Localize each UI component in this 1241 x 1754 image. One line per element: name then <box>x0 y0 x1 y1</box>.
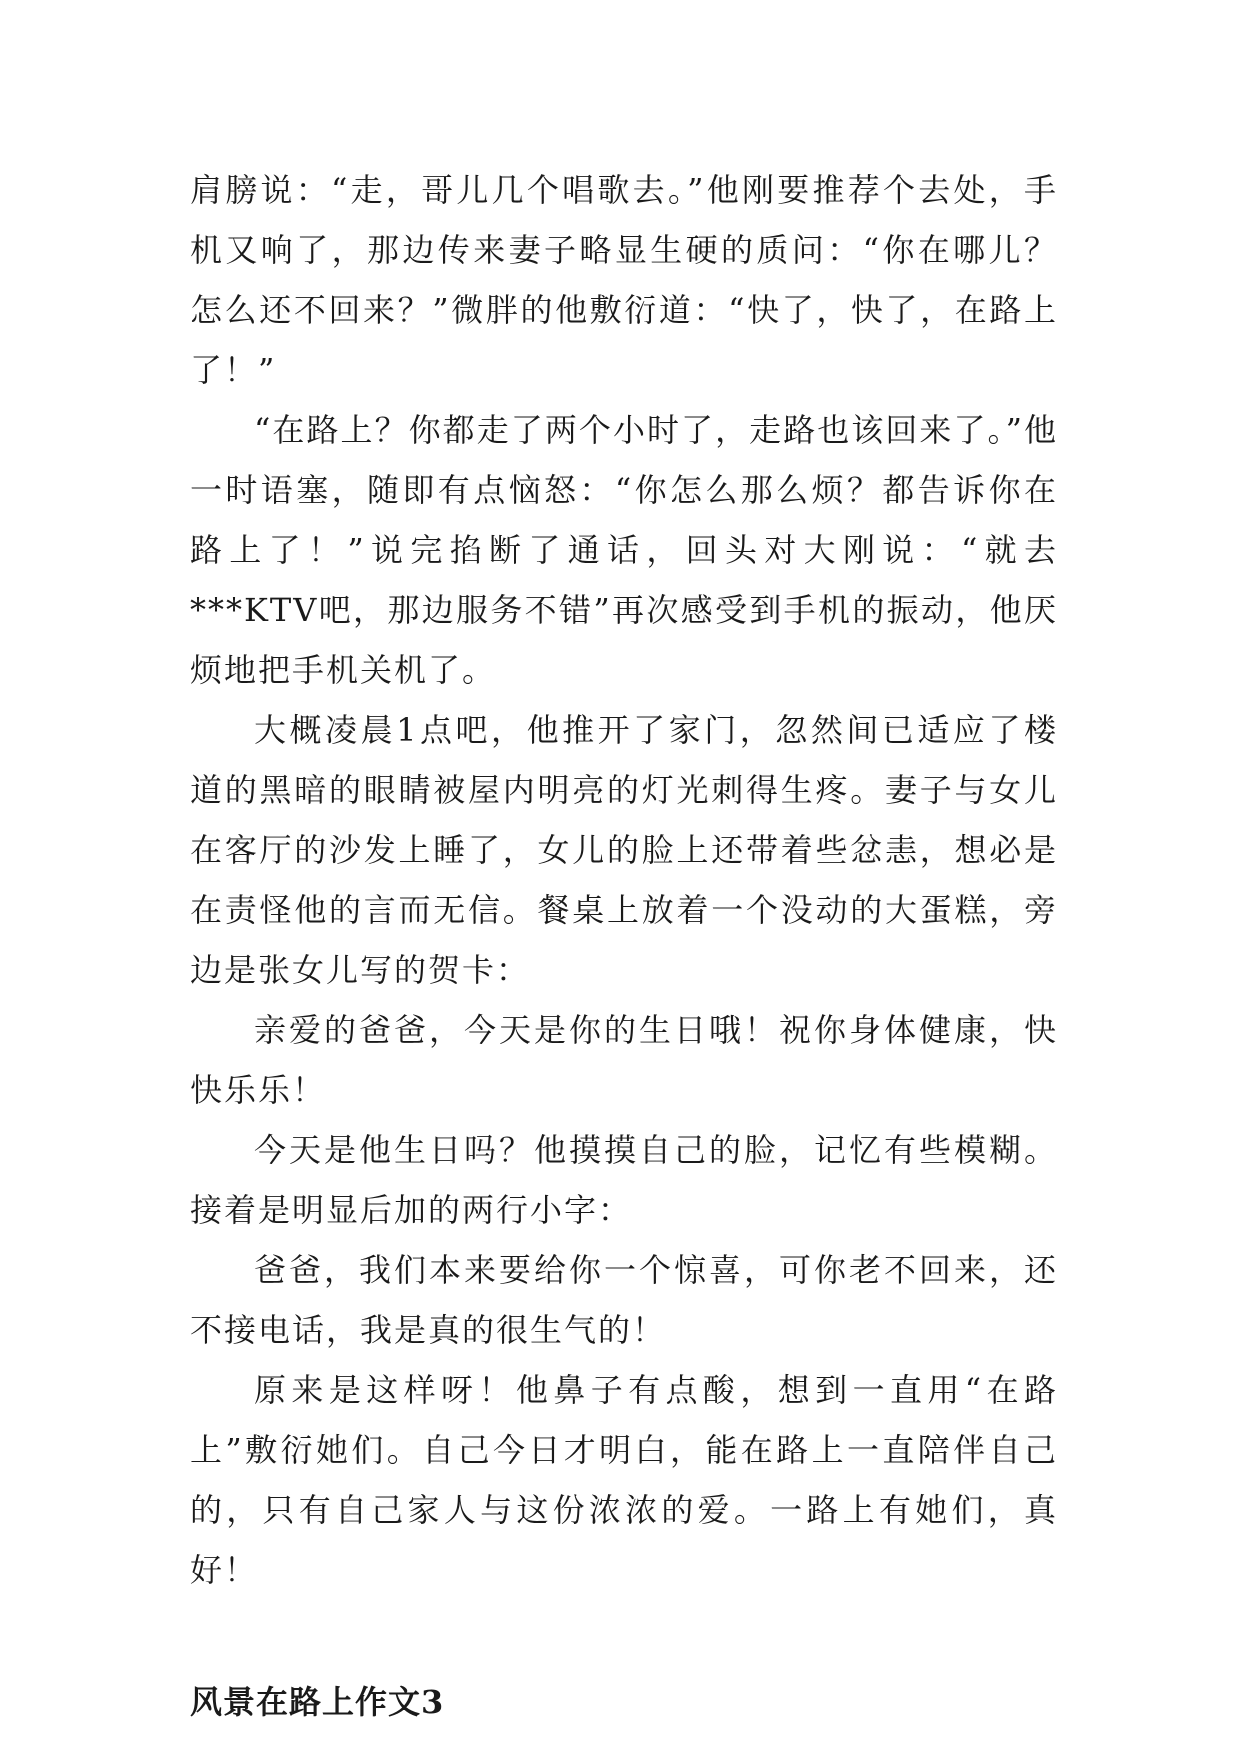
paragraph-5: 今天是他生日吗？他摸摸自己的脸，记忆有些模糊。接着是明显后加的两行小字： <box>190 1131 1058 1229</box>
document-page <box>190 160 1058 1732</box>
paragraph-7: 原来是这样呀！他鼻子有点酸，想到一直用“在路上”敷衍她们。自己今日才明白，能在路上一直陪伴自己的，只有自己家人与这份浓浓的爱。一路上有她们，真好！ <box>190 1371 1058 1589</box>
paragraph-6: 爸爸，我们本来要给你一个惊喜，可你老不回来，还不接电话，我是真的很生气的！ <box>190 1251 1058 1349</box>
paragraph-1: 肩膀说：“走，哥儿几个唱歌去。”他刚要推荐个去处，手机又响了，那边传来妻子略显生硬的质问：“你在哪儿？怎么还不回来？”微胖的他敷衍道：“快了，快了，在路上了！” <box>190 171 1058 389</box>
paragraph-2: “在路上？你都走了两个小时了，走路也该回来了。”他一时语塞，随即有点恼怒：“你怎么那么烦？都告诉你在路上了！”说完掐断了通话，回头对大刚说：“就去***KTV吧，那边服务不错”再次感受到手机的振动，他厌烦地把手机关机了。 <box>190 411 1058 689</box>
paragraph-3: 大概凌晨1点吧，他推开了家门，忽然间已适应了楼道的黑暗的眼睛被屋内明亮的灯光刺得生疼。妻子与女儿在客厅的沙发上睡了，女儿的脸上还带着些忿恚，想必是在责怪他的言而无信。餐桌上放着一个没动的大蛋糕，旁边是张女儿写的贺卡： <box>190 711 1058 989</box>
paragraph-4: 亲爱的爸爸，今天是你的生日哦！祝你身体健康，快快乐乐！ <box>190 1011 1058 1109</box>
section-title: 风景在路上作文3 <box>190 1683 445 1721</box>
